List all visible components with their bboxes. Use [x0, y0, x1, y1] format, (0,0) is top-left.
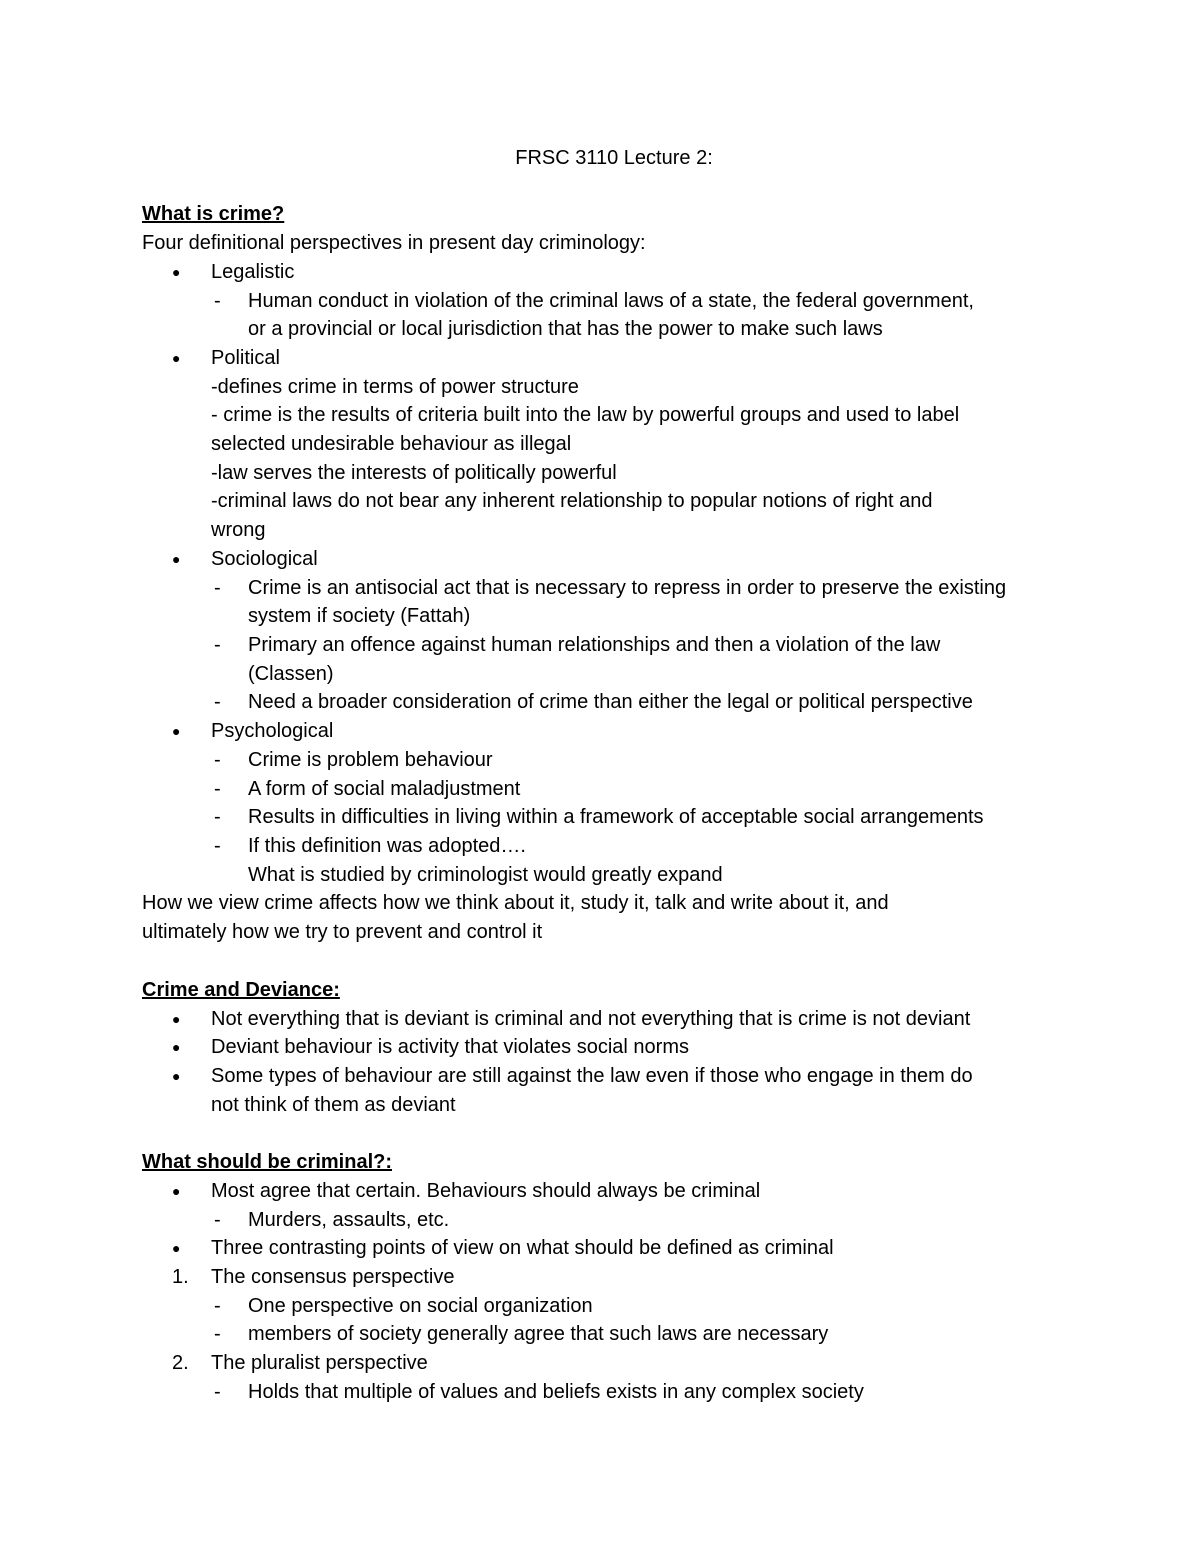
list-item: or a provincial or local jurisdiction that has the power to make such laws [248, 318, 883, 340]
paragraph-line: How we view crime affects how we think about it, study it, talk and write about it, and [142, 892, 889, 914]
dash-icon: - [214, 778, 221, 800]
bullet-icon: ● [172, 1183, 181, 1199]
intro-text: Four definitional perspectives in present day criminology: [142, 232, 646, 254]
bullet-icon: ● [172, 1011, 181, 1027]
dash-icon: - [214, 577, 221, 599]
section-heading-what-is-crime: What is crime? [142, 203, 285, 225]
dash-icon: - [214, 749, 221, 771]
list-item: Most agree that certain. Behaviours should always be criminal [211, 1180, 761, 1202]
bullet-icon: ● [172, 723, 181, 739]
list-item: Deviant behaviour is activity that violates social norms [211, 1036, 689, 1058]
section-heading-what-should-be-criminal: What should be criminal?: [142, 1151, 393, 1173]
dash-icon: - [214, 1209, 221, 1231]
list-item: Crime is problem behaviour [248, 749, 493, 771]
list-item: system if society (Fattah) [248, 605, 471, 627]
dash-icon: - [214, 1381, 221, 1403]
list-item: Human conduct in violation of the criminal laws of a state, the federal government, [248, 290, 974, 312]
list-item: The consensus perspective [211, 1266, 455, 1288]
list-item: One perspective on social organization [248, 1295, 593, 1317]
dash-icon: - [214, 290, 221, 312]
list-number: 1. [172, 1266, 189, 1288]
perspective-psychological: Psychological [211, 720, 334, 742]
list-item: Some types of behaviour are still against the law even if those who engage in them do [211, 1065, 973, 1087]
paragraph-line: ultimately how we try to prevent and control it [142, 921, 543, 943]
bullet-icon: ● [172, 551, 181, 567]
perspective-legalistic: Legalistic [211, 261, 295, 283]
list-item: What is studied by criminologist would greatly expand [248, 864, 723, 886]
section-heading-crime-and-deviance: Crime and Deviance: [142, 979, 340, 1001]
bullet-icon: ● [172, 1068, 181, 1084]
list-item: -law serves the interests of politically powerful [211, 462, 617, 484]
list-item: Need a broader consideration of crime than either the legal or political perspective [248, 691, 973, 713]
list-item: wrong [211, 519, 266, 541]
list-item: Crime is an antisocial act that is necessary to repress in order to preserve the existing [248, 577, 1007, 599]
list-number: 2. [172, 1352, 189, 1374]
list-item: If this definition was adopted…. [248, 835, 526, 857]
page-title: FRSC 3110 Lecture 2: [515, 147, 713, 169]
list-item: A form of social maladjustment [248, 778, 521, 800]
list-item: -defines crime in terms of power structure [211, 376, 579, 398]
list-item: The pluralist perspective [211, 1352, 428, 1374]
bullet-icon: ● [172, 1240, 181, 1256]
dash-icon: - [214, 1323, 221, 1345]
list-item: Holds that multiple of values and beliefs exists in any complex society [248, 1381, 864, 1403]
dash-icon: - [214, 1295, 221, 1317]
list-item: Three contrasting points of view on what should be defined as criminal [211, 1237, 834, 1259]
list-item: - crime is the results of criteria built into the law by powerful groups and used to label [211, 404, 960, 426]
dash-icon: - [214, 835, 221, 857]
list-item: Primary an offence against human relationships and then a violation of the law [248, 634, 941, 656]
bullet-icon: ● [172, 264, 181, 280]
list-item: -criminal laws do not bear any inherent relationship to popular notions of right and [211, 490, 933, 512]
list-item: selected undesirable behaviour as illegal [211, 433, 572, 455]
dash-icon: - [214, 634, 221, 656]
list-item: Murders, assaults, etc. [248, 1209, 450, 1231]
list-item: (Classen) [248, 663, 334, 685]
list-item: Not everything that is deviant is criminal and not everything that is crime is not deviant [211, 1008, 971, 1030]
list-item: Results in difficulties in living within a framework of acceptable social arrangements [248, 806, 984, 828]
perspective-political: Political [211, 347, 280, 369]
perspective-sociological: Sociological [211, 548, 318, 570]
bullet-icon: ● [172, 350, 181, 366]
bullet-icon: ● [172, 1039, 181, 1055]
list-item: not think of them as deviant [211, 1094, 456, 1116]
list-item: members of society generally agree that such laws are necessary [248, 1323, 829, 1345]
dash-icon: - [214, 691, 221, 713]
dash-icon: - [214, 806, 221, 828]
